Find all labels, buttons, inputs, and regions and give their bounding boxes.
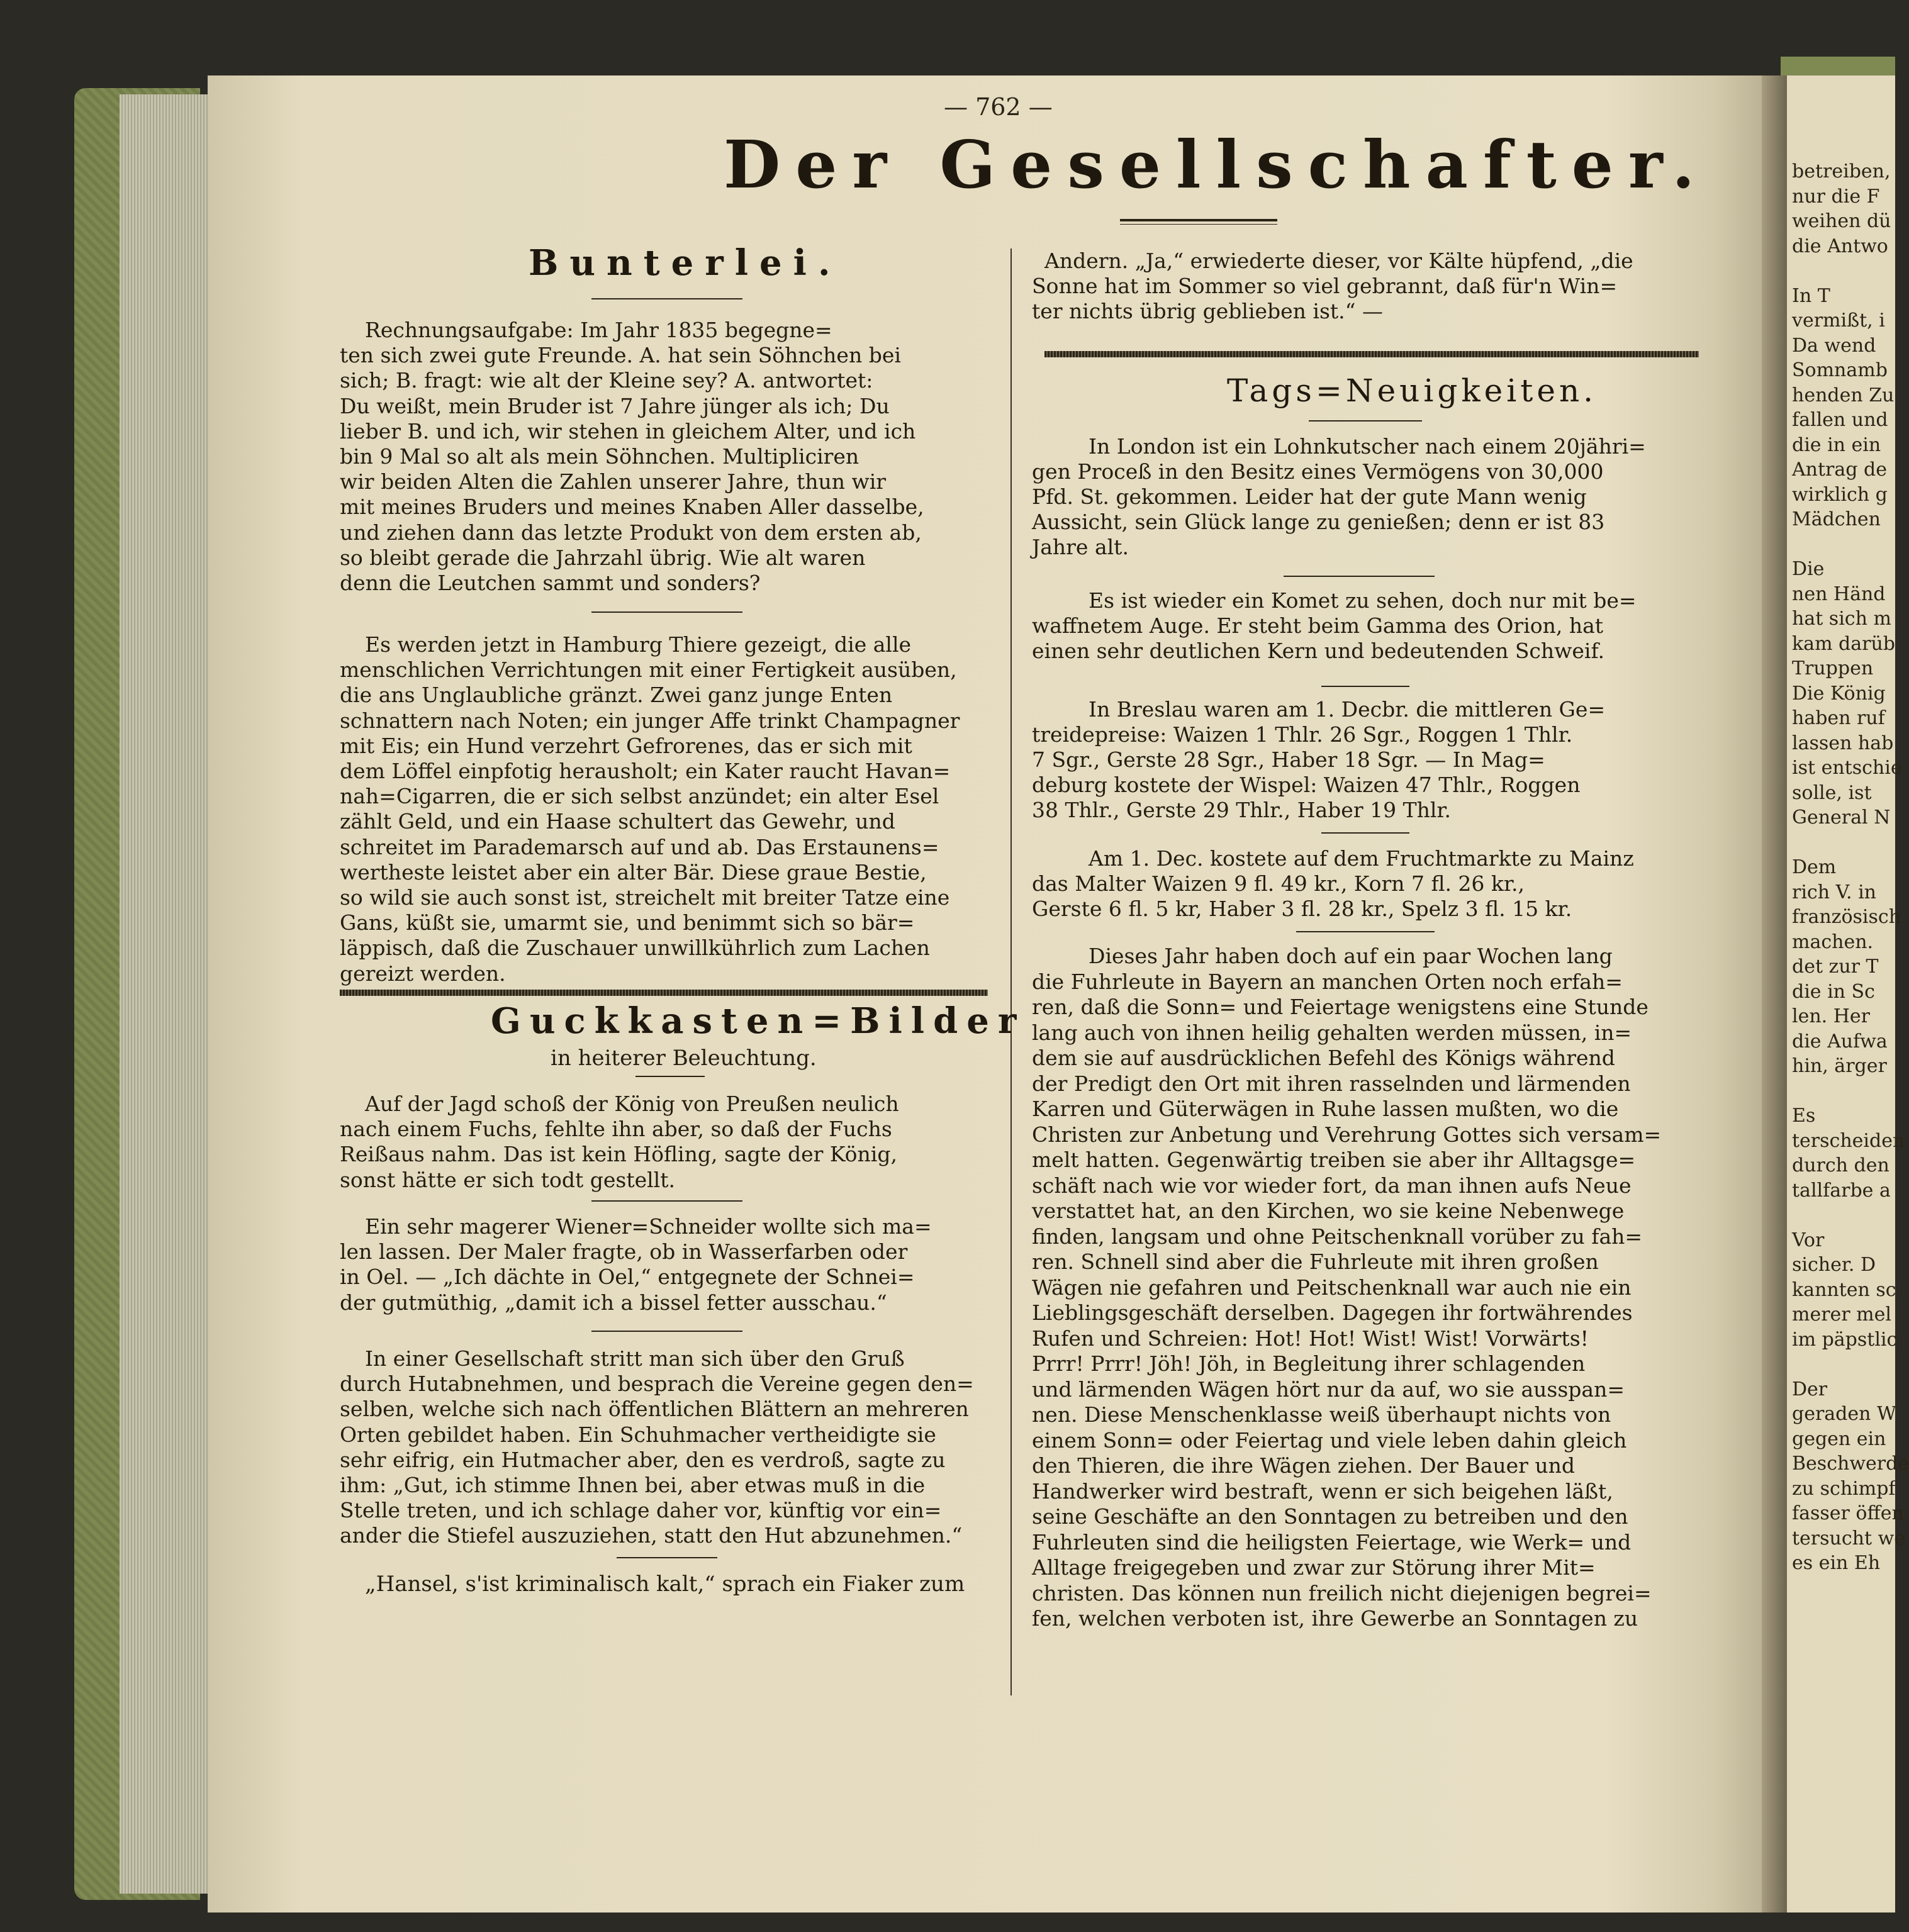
text-line: Jahre alt.	[1032, 535, 1129, 559]
facing-page-line: Da wend	[1792, 334, 1876, 357]
short-rule	[591, 1331, 742, 1332]
text-line: 7 Sgr., Gerste 28 Sgr., Haber 18 Sgr. — In Mag=	[1032, 747, 1545, 772]
facing-page-line: hat sich m	[1792, 608, 1891, 630]
text-line: nah=Cigarren, die er sich selbst anzündet; ein alter Esel	[340, 784, 939, 809]
text-line: Aussicht, sein Glück lange zu genießen; denn er ist 83	[1032, 510, 1605, 534]
text-line: selben, welche sich nach öffentlichen Blättern an mehreren	[340, 1397, 969, 1422]
text-line: Wägen nie gefahren und Peitschenknall war auch nie ein	[1032, 1275, 1632, 1300]
facing-page-line: machen.	[1792, 930, 1874, 953]
text-line: gereizt werden.	[340, 961, 506, 986]
facing-page-line: durch den	[1792, 1154, 1889, 1176]
text-line: Prrr! Prrr! Jöh! Jöh, in Begleitung ihrer schlagenden	[1032, 1351, 1586, 1376]
decorative-rule	[340, 990, 988, 996]
section-heading-bunterlei: Bunterlei.	[529, 242, 842, 284]
facing-page-line: zu schimpf	[1792, 1477, 1896, 1500]
text-line: ander die Stiefel auszuziehen, statt den Hut abzunehmen.“	[340, 1523, 963, 1548]
facing-page-line: hin, ärger	[1792, 1055, 1887, 1077]
text-line: in Oel. — „Ich dächte in Oel,“ entgegnete der Schnei=	[340, 1265, 915, 1290]
text-line: wir beiden Alten die Zahlen unserer Jahre, thun wir	[340, 469, 887, 494]
text-line: In Breslau waren am 1. Decbr. die mittleren Ge=	[1089, 697, 1606, 722]
facing-page-line: lassen hab	[1792, 732, 1894, 754]
text-line: melt hatten. Gegenwärtig treiben sie aber ihr Alltagsge=	[1032, 1147, 1636, 1172]
text-line: einem Sonn= oder Feiertag und viele leben dahin gleich	[1032, 1427, 1627, 1453]
facing-page-line: fallen und	[1792, 409, 1888, 431]
text-line: Es werden jetzt in Hamburg Thiere gezeigt, die alle	[365, 632, 912, 657]
short-rule	[1284, 576, 1435, 577]
text-line: sonst hätte er sich todt gestellt.	[340, 1167, 675, 1192]
text-line: und ziehen dann das letzte Produkt von dem ersten ab,	[340, 520, 922, 545]
text-line: dem sie auf ausdrücklichen Befehl des Königs während	[1032, 1046, 1615, 1070]
text-line: zählt Geld, und ein Haase schultert das Gewehr, und	[340, 809, 895, 834]
facing-page-line: nen Händ	[1792, 583, 1886, 605]
text-line: so wild sie auch sonst ist, streichelt mit breiter Tatze eine	[340, 885, 950, 910]
short-rule	[1309, 420, 1422, 422]
short-rule	[591, 611, 742, 613]
short-rule	[635, 1076, 705, 1077]
short-rule	[1321, 832, 1409, 834]
section-heading-guckkasten: Guckkasten=Bilder	[491, 1000, 1026, 1042]
text-line: einen sehr deutlichen Kern und bedeutenden Schweif.	[1032, 639, 1605, 663]
text-line: die ans Unglaubliche gränzt. Zwei ganz junge Enten	[340, 683, 893, 708]
facing-page-line: terscheiden	[1792, 1129, 1905, 1152]
text-line: menschlichen Verrichtungen mit einer Fertigkeit ausüben,	[340, 657, 957, 683]
facing-page-line: Somnamb	[1792, 359, 1888, 381]
facing-page-line: Die	[1792, 558, 1825, 580]
page-edges	[120, 94, 211, 1894]
text-line: Rechnungsaufgabe: Im Jahr 1835 begegne=	[365, 318, 832, 342]
text-line: Andern. „Ja,“ erwiederte dieser, vor Kälte hüpfend, „die	[1044, 248, 1633, 273]
text-line: durch Hutabnehmen, und besprach die Vereine gegen den=	[340, 1371, 974, 1397]
text-line: läppisch, daß die Zuschauer unwillkührlich zum Lachen	[340, 935, 930, 961]
facing-page-line: die in Sc	[1792, 980, 1875, 1003]
facing-page-line: ist entschie	[1792, 757, 1902, 779]
facing-page-line: gegen ein	[1792, 1427, 1886, 1450]
text-line: Du weißt, mein Bruder ist 7 Jahre jünger als ich; Du	[340, 393, 890, 418]
gutter-shadow	[1762, 75, 1787, 1912]
facing-page-line: geraden W	[1792, 1403, 1896, 1425]
facing-page-line: es ein Eh	[1792, 1552, 1881, 1574]
masthead: Der Gesellschafter.	[724, 126, 1710, 203]
facing-page-line: solle, ist	[1792, 781, 1872, 804]
text-line: In einer Gesellschaft stritt man sich über den Gruß	[365, 1346, 905, 1371]
left-column	[340, 0, 1026, 1932]
text-line: „Hansel, s'ist kriminalisch kalt,“ sprach ein Fiaker zum	[365, 1572, 965, 1597]
facing-page-line: Beschwerde	[1792, 1453, 1909, 1475]
facing-page-line: rich V. in	[1792, 881, 1877, 903]
text-line: bin 9 Mal so alt als mein Söhnchen. Multipliciren	[340, 444, 859, 469]
facing-page-line: die Aufwa	[1792, 1030, 1888, 1053]
facing-page-line: fasser öffen	[1792, 1502, 1904, 1524]
text-line: christen. Das können nun freilich nicht diejenigen begrei=	[1032, 1580, 1652, 1605]
text-line: treidepreise: Waizen 1 Thlr. 26 Sgr., Roggen 1 Thlr.	[1032, 722, 1573, 747]
text-line: Lieblingsgeschäft derselben. Dagegen ihr fortwährendes	[1032, 1300, 1633, 1325]
text-line: gen Proceß in den Besitz eines Vermögens von 30,000	[1032, 459, 1604, 484]
text-line: waffnetem Auge. Er steht beim Gamma des Orion, hat	[1032, 613, 1604, 638]
facing-page-line: Der	[1792, 1378, 1828, 1400]
text-line: fen, welchen verboten ist, ihre Gewerbe an Sonntagen zu	[1032, 1606, 1638, 1631]
facing-page-line: betreiben,	[1792, 160, 1891, 182]
text-line: deburg kostete der Wispel: Waizen 47 Thlr., Roggen	[1032, 773, 1581, 797]
text-line: Fuhrleuten sind die heiligsten Feiertage, wie Werk= und	[1032, 1529, 1632, 1555]
facing-page-line: kannten sc	[1792, 1278, 1896, 1301]
text-line: Am 1. Dec. kostete auf dem Fruchtmarkte zu Mainz	[1089, 846, 1634, 871]
facing-page-line: len. Her	[1792, 1005, 1870, 1027]
text-line: ren, daß die Sonn= und Feiertage wenigstens eine Stunde	[1032, 995, 1649, 1019]
decorative-rule	[1044, 351, 1699, 357]
facing-page-line: Vor	[1792, 1229, 1825, 1251]
facing-page-line: sicher. D	[1792, 1254, 1876, 1276]
text-line: Dieses Jahr haben doch auf ein paar Wochen lang	[1089, 944, 1613, 968]
facing-page-line: vermißt, i	[1792, 310, 1885, 332]
text-line: dem Löffel einpfotig herausholt; ein Kater raucht Havan=	[340, 759, 951, 783]
text-line: ter nichts übrig geblieben ist.“ —	[1032, 299, 1384, 323]
text-line: schäft nach wie vor wieder fort, da man ihnen aufs Neue	[1032, 1173, 1632, 1198]
text-line: 38 Thlr., Gerste 29 Thlr., Haber 19 Thlr.	[1032, 798, 1452, 822]
text-line: Pfd. St. gekommen. Leider hat der gute Mann wenig	[1032, 484, 1587, 509]
facing-page-line: tallfarbe a	[1792, 1179, 1891, 1202]
facing-page-line: nur die F	[1792, 185, 1880, 208]
text-line: Gans, küßt sie, umarmt sie, und benimmt sich so bär=	[340, 910, 915, 935]
page-number: — 762 —	[944, 93, 1053, 121]
section-heading-tagsneuigkeiten: Tags=Neuigkeiten.	[1227, 372, 1598, 409]
facing-page-line: Mädchen	[1792, 508, 1881, 530]
text-line: nen. Diese Menschenklasse weiß überhaupt nichts von	[1032, 1402, 1611, 1427]
text-line: mit meines Bruders und meines Knaben Aller dasselbe,	[340, 494, 924, 520]
text-line: ten sich zwei gute Freunde. A. hat sein Söhnchen bei	[340, 343, 901, 368]
facing-page-line: Antrag de	[1792, 459, 1887, 481]
section-subheading: in heiterer Beleuchtung.	[551, 1046, 817, 1071]
short-rule	[1296, 931, 1435, 932]
facing-page-line: französisch	[1792, 906, 1901, 928]
right-column	[1032, 0, 1699, 1932]
text-line: seine Geschäfte an den Sonntagen zu betreiben und den	[1032, 1504, 1628, 1529]
facing-page-line: tersucht we	[1792, 1527, 1906, 1550]
facing-page-line: weihen dü	[1792, 210, 1891, 232]
text-line: schnattern nach Noten; ein junger Affe trinkt Champagner	[340, 708, 960, 733]
short-rule	[591, 298, 742, 299]
text-line: und lärmenden Wägen hört nur da auf, wo sie ausspan=	[1032, 1376, 1625, 1402]
text-line: sich; B. fragt: wie alt der Kleine sey? A. antwortet:	[340, 368, 873, 393]
text-line: Rufen und Schreien: Hot! Hot! Wist! Wist! Vorwärts!	[1032, 1326, 1589, 1351]
facing-page-line: General N	[1792, 807, 1891, 829]
short-rule	[617, 1557, 717, 1558]
text-line: len lassen. Der Maler fragte, ob in Wasserfarben oder	[340, 1239, 908, 1265]
text-line: so bleibt gerade die Jahrzahl übrig. Wie alt waren	[340, 545, 866, 570]
text-line: nach einem Fuchs, fehlte ihn aber, so daß der Fuchs	[340, 1117, 892, 1142]
text-line: die Fuhrleute in Bayern an manchen Orten noch erfah=	[1032, 969, 1623, 994]
text-line: Alltage freigegeben und zwar zur Störung ihrer Mit=	[1032, 1555, 1596, 1580]
text-line: der Predigt den Ort mit ihren rasselnden und lärmenden	[1032, 1071, 1631, 1096]
text-line: Karren und Güterwägen in Ruhe lassen mußten, wo die	[1032, 1097, 1619, 1121]
text-line: Es ist wieder ein Komet zu sehen, doch nur mit be=	[1089, 588, 1637, 613]
text-line: Ein sehr magerer Wiener=Schneider wollte sich ma=	[365, 1214, 932, 1239]
text-line: sehr eifrig, ein Hutmacher aber, den es verdroß, sagte zu	[340, 1447, 946, 1472]
facing-page-line: det zur T	[1792, 956, 1879, 978]
facing-page-line: haben ruf	[1792, 707, 1885, 729]
text-line: mit Eis; ein Hund verzehrt Gefrorenes, das er sich mit	[340, 733, 912, 758]
text-line: verstattet hat, an den Kirchen, wo sie keine Nebenwege	[1032, 1198, 1625, 1223]
text-line: Stelle treten, und ich schlage daher vor, künftig vor ein=	[340, 1498, 942, 1523]
facing-page-line: im päpstlic	[1792, 1328, 1898, 1351]
text-line: Christen zur Anbetung und Verehrung Gottes sich versam=	[1032, 1122, 1662, 1147]
short-rule	[1321, 686, 1409, 687]
text-line: wertheste leistet aber ein alter Bär. Diese graue Bestie,	[340, 859, 927, 885]
facing-page-line: die Antwo	[1792, 235, 1888, 257]
text-line: In London ist ein Lohnkutscher nach einem 20jähri=	[1089, 434, 1646, 459]
text-line: lieber B. und ich, wir stehen in gleichem Alter, und ich	[340, 418, 916, 444]
text-line: Reißaus nahm. Das ist kein Höfling, sagte der König,	[340, 1142, 897, 1167]
facing-page-line: Truppen	[1792, 657, 1874, 679]
text-line: den Thieren, die ihre Wägen ziehen. Der Bauer und	[1032, 1453, 1576, 1478]
facing-page-line: die in ein	[1792, 433, 1881, 456]
short-rule	[591, 1200, 742, 1202]
facing-page-line: Die König	[1792, 682, 1886, 705]
text-line: Gerste 6 fl. 5 kr, Haber 3 fl. 28 kr., Spelz 3 fl. 15 kr.	[1032, 896, 1572, 921]
facing-page-line: In T	[1792, 284, 1830, 307]
column-divider	[1010, 248, 1012, 1695]
facing-page-line: kam darüb	[1792, 632, 1896, 655]
right-cover	[1781, 57, 1895, 75]
text-line: lang auch von ihnen heilig gehalten werden müssen, in=	[1032, 1020, 1632, 1045]
text-line: denn die Leutchen sammt und sonders?	[340, 571, 761, 595]
text-line: Orten gebildet haben. Ein Schuhmacher vertheidigte sie	[340, 1422, 936, 1447]
text-line: ihm: „Gut, ich stimme Ihnen bei, aber etwas muß in die	[340, 1473, 926, 1497]
text-line: schreitet im Parademarsch auf und ab. Das Erstaunens=	[340, 834, 939, 859]
text-line: finden, langsam und ohne Peitschenknall vorüber zu fah=	[1032, 1224, 1643, 1249]
facing-page-line: Es	[1792, 1105, 1816, 1127]
text-line: ren. Schnell sind aber die Fuhrleute mit ihren großen	[1032, 1249, 1599, 1274]
facing-page-line: merer mel	[1792, 1304, 1891, 1326]
text-line: der gutmüthig, „damit ich a bissel fetter ausschau.“	[340, 1290, 887, 1315]
facing-page-line: henden Zu	[1792, 384, 1895, 406]
facing-page-line: wirklich g	[1792, 483, 1888, 506]
text-line: das Malter Waizen 9 fl. 49 kr., Korn 7 fl. 26 kr.,	[1032, 871, 1525, 896]
text-line: Sonne hat im Sommer so viel gebrannt, daß für'n Win=	[1032, 274, 1618, 298]
text-line: Handwerker wird bestraft, wenn er sich beigehen läßt,	[1032, 1478, 1613, 1504]
facing-page-line: Dem	[1792, 856, 1837, 878]
text-line: Auf der Jagd schoß der König von Preußen neulich	[365, 1092, 899, 1116]
